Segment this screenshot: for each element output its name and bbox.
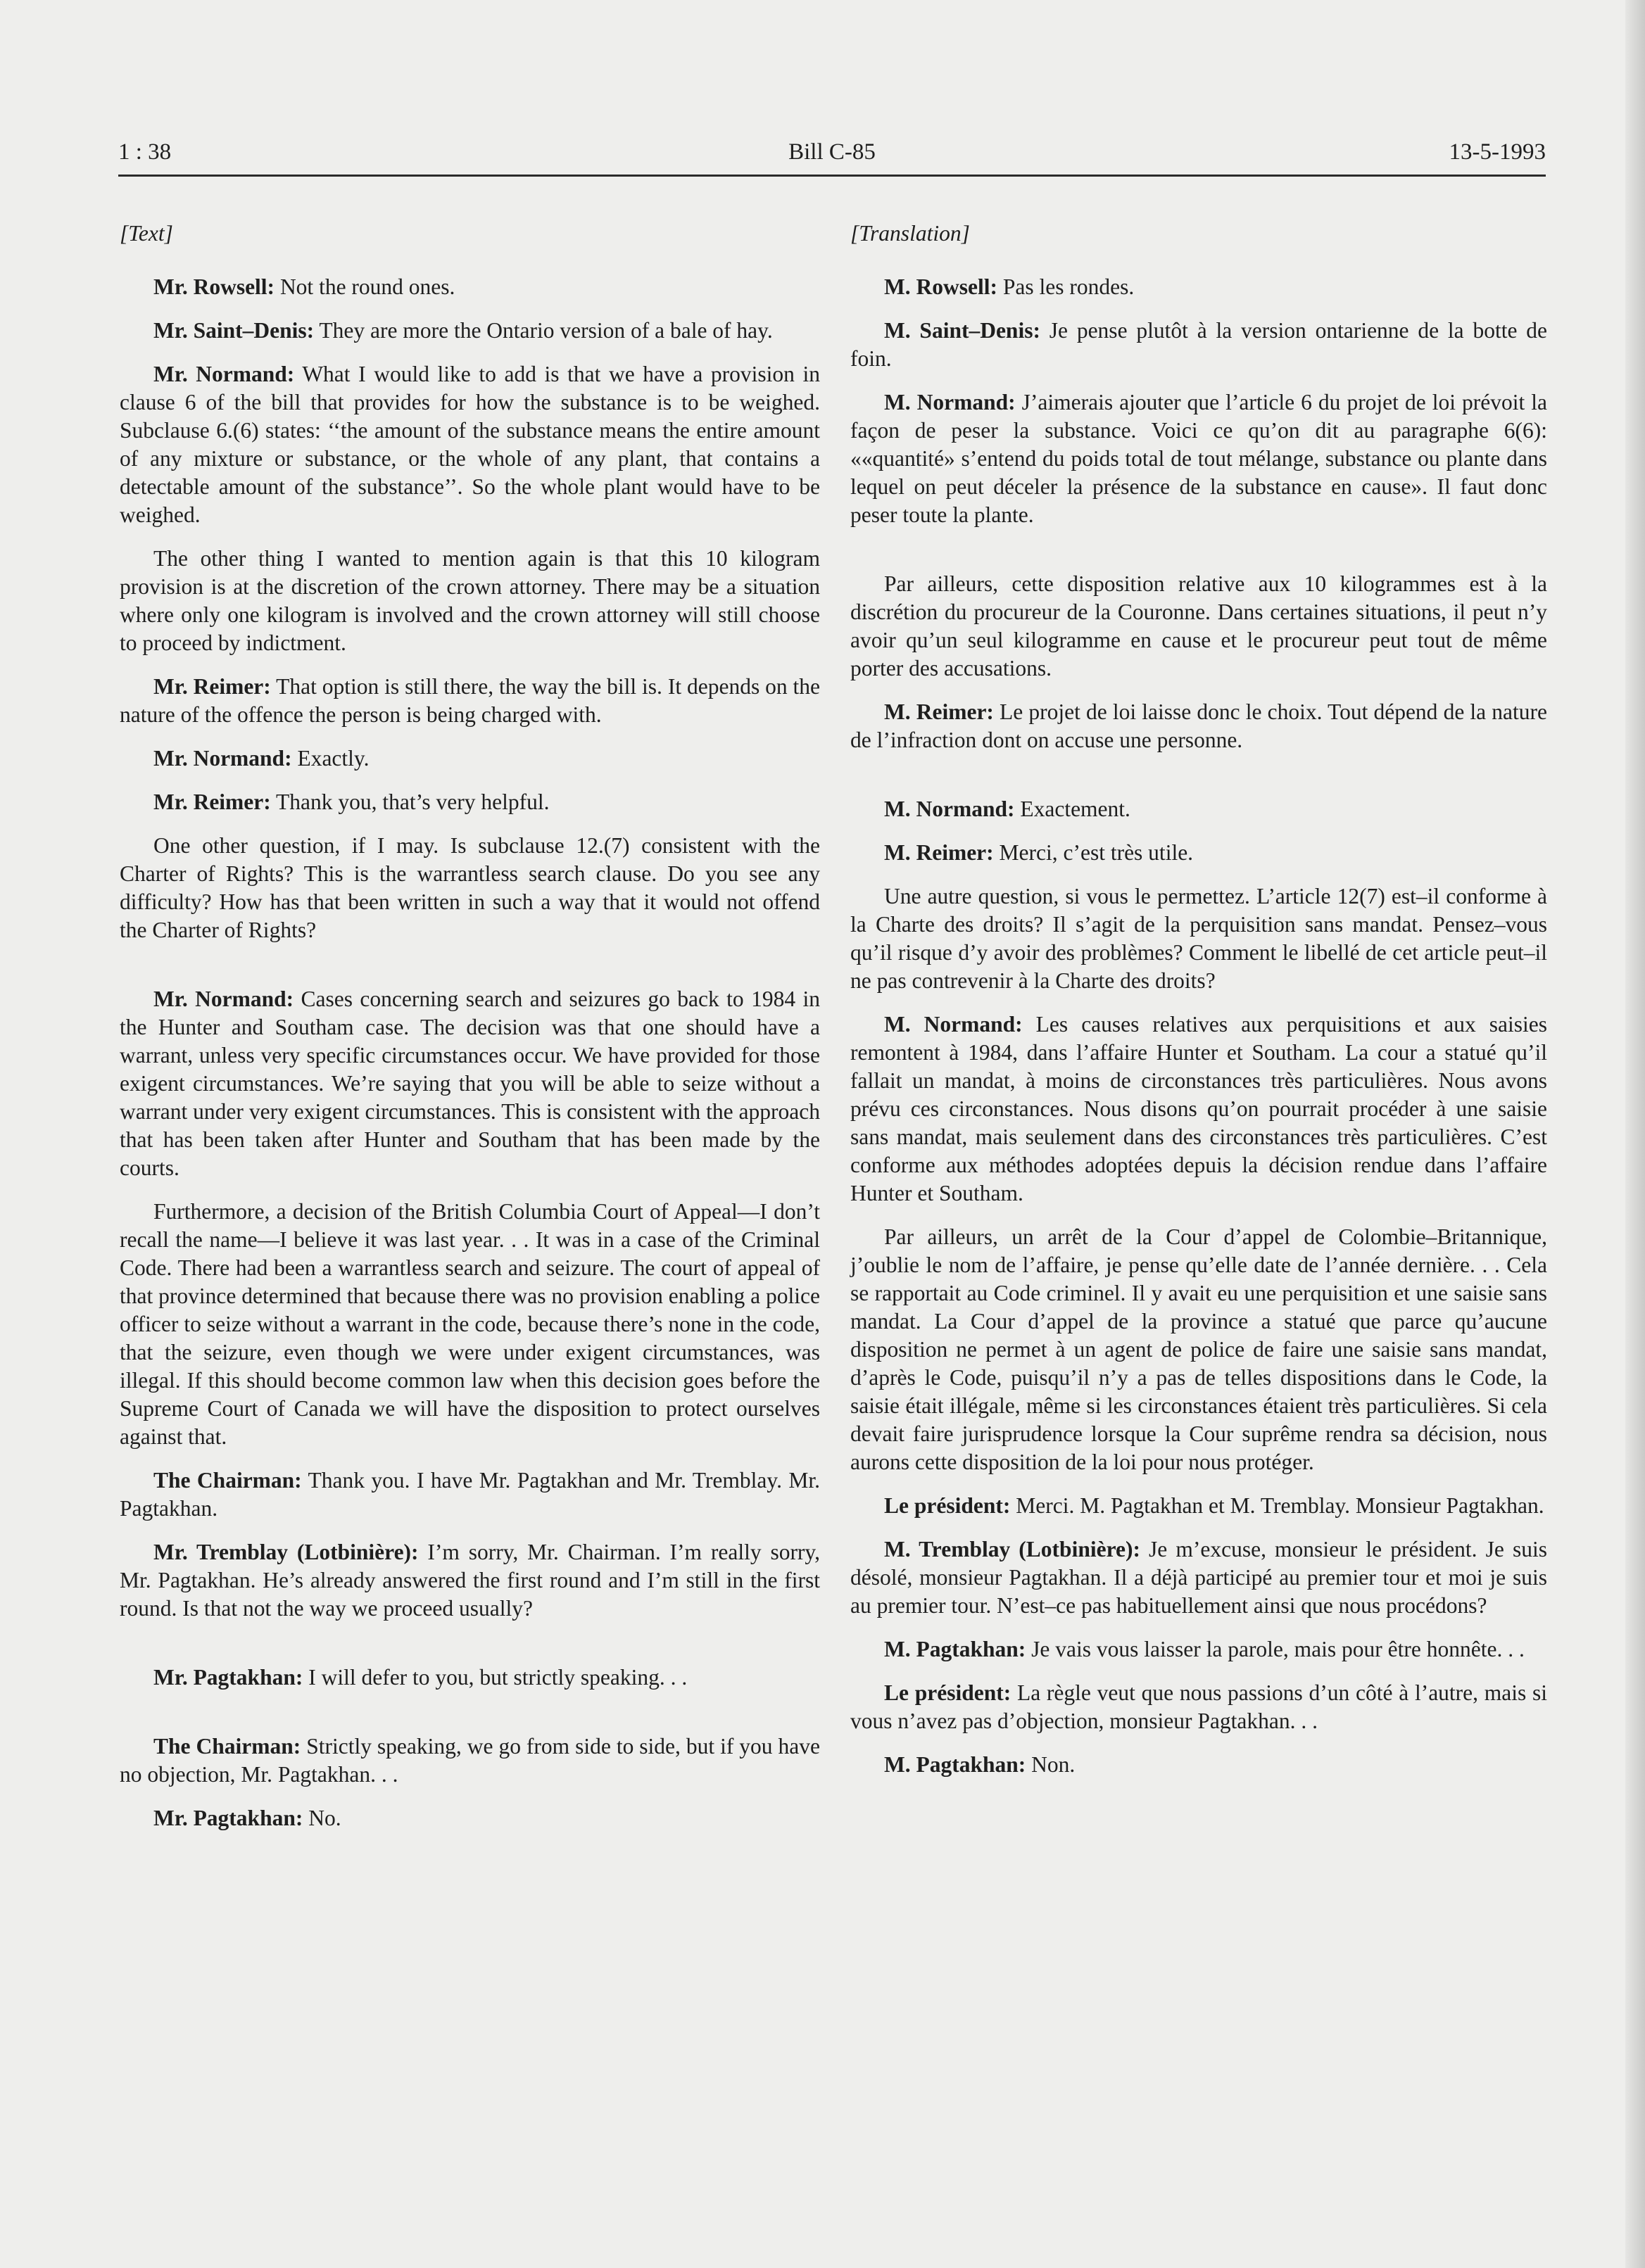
speech-text: Par ailleurs, cette disposition relative aux 10 kilogrammes est à la discrétion du procureur de la Couronne. Dans certaines situations, il peut n’y avoir qu’un seul kilogramme en cause et le procureur peut tout de même porter des accusations. (850, 571, 1547, 680)
speech-text: Exactement. (1014, 797, 1130, 821)
speech-text: Non. (1026, 1752, 1076, 1777)
speaker-name: M. Normand: (884, 390, 1016, 414)
speech-text: I’m sorry, Mr. Chairman. I’m really sorry, Mr. Pagtakhan. He’s already answered the first round and I’m still in the first round. Is that not the way we proceed usually? (120, 1540, 821, 1621)
paragraph (850, 317, 1547, 373)
paragraph (850, 839, 1547, 867)
speech-text: Not the round ones. (275, 274, 455, 299)
bill-title: Bill C-85 (788, 139, 876, 165)
paragraph (120, 745, 820, 773)
speech-text: Je pense plutôt à la version ontarienne de la botte de foin. (850, 318, 1547, 371)
paragraph (850, 1011, 1547, 1208)
meeting-date: 13-5-1993 (1449, 139, 1546, 165)
paragraph (120, 545, 820, 657)
paragraph (120, 1466, 820, 1523)
speech-text: Une autre question, si vous le permettez. L’article 12(7) est–il conforme à la Charte des droits? Il s’agit de la perquisition sans mandat. Pensez–vous qu’il risque d’y avoir des problèmes? Comment le libellé de cet article peut–il ne pas contrevenir à la Charte des droits? (850, 884, 1547, 993)
page-edge-shadow (1625, 0, 1645, 2268)
speaker-name: Mr. Saint–Denis: (153, 318, 315, 343)
speech-text: Thank you. I have Mr. Pagtakhan and Mr. Tremblay. Mr. Pagtakhan. (120, 1468, 821, 1521)
paragraph (850, 273, 1547, 301)
speaker-name: Le président: (884, 1680, 1011, 1705)
paragraph (120, 788, 820, 816)
page-header (118, 132, 1546, 177)
speaker-name: M. Saint–Denis: (884, 318, 1040, 343)
speaker-name: The Chairman: (153, 1468, 302, 1493)
speaker-name: M. Pagtakhan: (884, 1752, 1026, 1777)
speaker-name: M. Normand: (884, 1012, 1023, 1037)
speech-text: Le projet de loi laisse donc le choix. Tout dépend de la nature de l’infraction dont on accuse une personne. (850, 699, 1548, 752)
speaker-name: Mr. Pagtakhan: (153, 1665, 303, 1690)
speaker-name: M. Reimer: (884, 699, 994, 724)
speaker-name: Mr. Normand: (153, 362, 295, 386)
speaker-name: Mr. Rowsell: (153, 274, 275, 299)
speech-text: They are more the Ontario version of a bale of hay. (314, 318, 773, 343)
page-number: 1 : 38 (118, 139, 172, 165)
paragraph (850, 882, 1547, 995)
english-column (120, 220, 820, 1848)
speaker-name: Mr. Pagtakhan: (153, 1806, 303, 1830)
paragraph (120, 673, 820, 729)
paragraph (120, 1538, 820, 1623)
speaker-name: Mr. Normand: (153, 987, 294, 1011)
paragraph (120, 317, 820, 345)
speech-text: Pas les rondes. (997, 274, 1135, 299)
paragraph (120, 985, 820, 1182)
paragraph (850, 388, 1547, 529)
speaker-name: The Chairman: (153, 1734, 301, 1759)
speech-text: J’aimerais ajouter que l’article 6 du projet de loi prévoit la façon de peser la substance. Voici ce qu’on dit au paragraphe 6(6): ««quantité» s’entend du poids total de tout mélange, substance ou plante dans lequel on peut déceler la présence de la substance en cause». Il faut donc peser toute la plante. (850, 390, 1547, 527)
speech-text: La règle veut que nous passions d’un côté à l’autre, mais si vous n’avez pas d’objection, monsieur Pagtakhan. . . (850, 1680, 1548, 1733)
paragraph (120, 832, 820, 944)
speaker-name: Mr. Normand: (153, 746, 292, 771)
paragraph (850, 1751, 1547, 1779)
speech-text: Les causes relatives aux perquisitions et aux saisies remontent à 1984, dans l’affaire Hunter et Southam. La cour a statué qu’il fallait un mandat, à moins de circonstances très particulières. Nous avons prévu ces circonstances. Nous disons qu’on pourrait procéder à une saisie sans mandat, mais seulement dans des circonstances très particulières. C’est conforme aux méthodes adoptées depuis la décision rendue dans l’affaire Hunter et Southam. (850, 1012, 1547, 1205)
column-label: [Translation] (850, 221, 970, 246)
speech-text: Exactly. (291, 746, 370, 771)
speech-text: I will defer to you, but strictly speaking. . . (303, 1665, 688, 1690)
speech-text: Je m’excuse, monsieur le président. Je suis désolé, monsieur Pagtakhan. Il a déjà participé au premier tour et moi je suis au premier tour. N’est–ce pas habituellement ainsi que nous procédons? (850, 1537, 1548, 1618)
speaker-name: M. Tremblay (Lotbinière): (884, 1537, 1140, 1561)
speech-text: That option is still there, the way the bill is. It depends on the nature of the offence the person is being charged with. (120, 674, 820, 727)
paragraph (850, 570, 1547, 683)
french-column (850, 220, 1547, 1794)
speech-text: Cases concerning search and seizures go back to 1984 in the Hunter and Southam case. The decision was that one should have a warrant, unless very specific circumstances occur. We have provided for those exigent circumstances. We’re saying that you will be able to seize without a warrant under very exigent circumstances. This is consistent with the approach that has been taken after Hunter and Southam that has been made by the courts. (120, 987, 820, 1180)
speech-text: Je vais vous laisser la parole, mais pour être honnête. . . (1026, 1637, 1525, 1661)
speaker-name: M. Pagtakhan: (884, 1637, 1026, 1661)
paragraph (850, 795, 1547, 823)
speech-text: Thank you, that’s very helpful. (270, 790, 550, 814)
column-label: [Text] (120, 221, 173, 246)
paragraph (120, 360, 820, 529)
speech-text: Strictly speaking, we go from side to side, but if you have no objection, Mr. Pagtakhan. . . (120, 1734, 820, 1787)
paragraph (120, 1804, 820, 1832)
speaker-name: Mr. Reimer: (153, 674, 271, 699)
speech-text: Furthermore, a decision of the British Columbia Court of Appeal—I don’t recall the name—I believe it was last year. . . It was in a case of the Criminal Code. There had been a warrantless search and seizure. The court of appeal of that province determined that because there was no provision enabling a police officer to seize without a warrant in the code, because there’s none in the code, that the seizure, even though we were under exigent circumstances, was illegal. If this should become common law when this decision goes before the Supreme Court of Canada we will have the disposition to protect ourselves against that. (120, 1199, 820, 1449)
paragraph (850, 698, 1547, 754)
paragraph (850, 1223, 1547, 1476)
speech-text: One other question, if I may. Is subclause 12.(7) consistent with the Charter of Rights? This is the warrantless search clause. Do you see any difficulty? How has that been written in such a way that it would not offend the Charter of Rights? (120, 833, 820, 942)
speaker-name: M. Normand: (884, 797, 1015, 821)
speaker-name: Mr. Tremblay (Lotbinière): (153, 1540, 419, 1564)
speech-text: Merci. M. Pagtakhan et M. Tremblay. Monsieur Pagtakhan. (1010, 1493, 1544, 1518)
speaker-name: Mr. Reimer: (153, 790, 271, 814)
speaker-name: M. Reimer: (884, 840, 994, 865)
paragraph (850, 1535, 1547, 1620)
paragraph (120, 1732, 820, 1789)
speech-text: Par ailleurs, un arrêt de la Cour d’appel de Colombie–Britannique, j’oublie le nom de l’affaire, je pense qu’elle date de l’année dernière. . . Cela se rapportait au Code criminel. Il y avait eu une perquisition et une saisie sans mandat. La Cour d’appel de la province a statué que parce qu’aucune disposition ne permet à un agent de police de faire une saisie sans mandat, d’après le Code, puisqu’il n’y a pas de telles dispositions dans le Code, la saisie était illégale, même si les circonstances étaient très particulières. Si cela devait faire jurisprudence lorsque la Cour suprême rendra sa décision, nous aurons cette disposition de la loi pour nous protéger. (850, 1224, 1547, 1474)
paragraph (120, 273, 820, 301)
paragraph (850, 1492, 1547, 1520)
speech-text: The other thing I wanted to mention again is that this 10 kilogram provision is at the discretion of the crown attorney. There may be a situation where only one kilogram is involved and the crown attorney will still choose to proceed by indictment. (120, 546, 820, 655)
paragraph (120, 1198, 820, 1451)
speech-text: No. (303, 1806, 341, 1830)
paragraph (120, 1664, 820, 1692)
speaker-name: Le président: (884, 1493, 1011, 1518)
speech-text: What I would like to add is that we have a provision in clause 6 of the bill that provides for how the substance is to be weighed. Subclause 6.(6) states: ‘‘the amount of the substance means the entire amount of any mixture or substance, or the whole of any plant, that contains a detectable amount of the substance’’. So the whole plant would have to be weighed. (120, 362, 820, 527)
paragraph (850, 1635, 1547, 1664)
speaker-name: M. Rowsell: (884, 274, 997, 299)
paragraph (850, 1679, 1547, 1735)
speech-text: Merci, c’est très utile. (993, 840, 1194, 865)
